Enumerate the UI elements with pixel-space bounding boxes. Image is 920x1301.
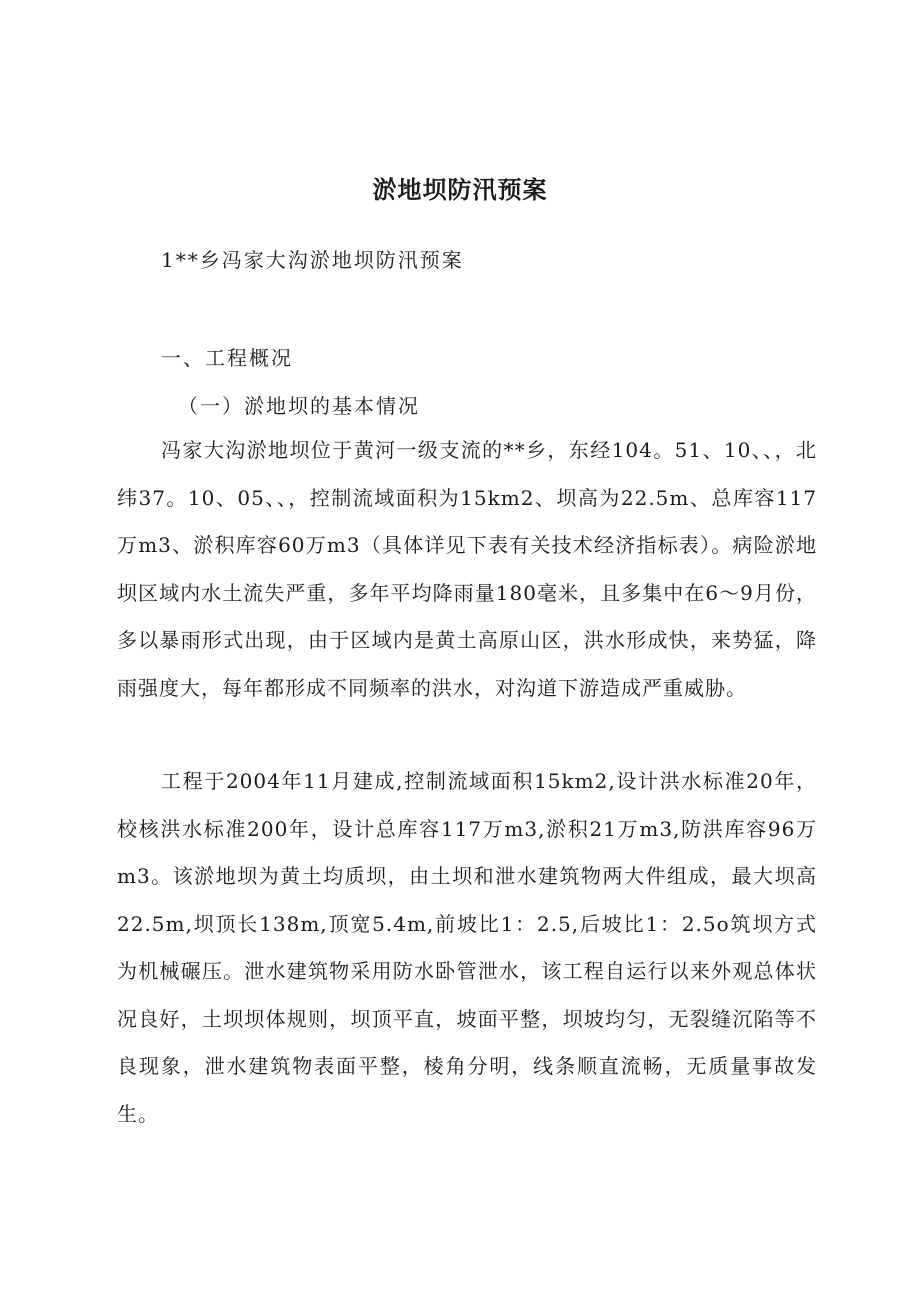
document-title: 淤地坝防汛预案: [372, 176, 548, 204]
subsection-heading: （一）淤地坝的基本情况: [178, 394, 420, 418]
section-heading: 一、工程概况: [161, 346, 293, 370]
document-subtitle: 1**乡冯家大沟淤地坝防汛预案: [161, 248, 464, 272]
body-paragraph: 工程于2004年11月建成,控制流域面积15km2,设计洪水标准20年，校核洪水标准200年，设计总库容117万m3,淤积21万m3,防洪库容96万m3。该淤地坝为黄土均质坝，由土坝和泄水建筑物两大件组成，最大坝高22.5m,坝顶长138m,顶宽5.4m,前坡比1：2.5,后坡比1：2.5o筑坝方式为机械碾压。泄水建筑物采用防水卧管泄水，该工程自运行以来外观总体状况良好，土坝坝体规则，坝顶平直，坡面平整，坝坡均匀，无裂缝沉陷等不良现象，泄水建筑物表面平整，棱角分明，线条顺直流畅，无质量事故发生。: [117, 769, 817, 1126]
body-paragraph: 冯家大沟淤地坝位于黄河一级支流的**乡，东经104。51、10、、，北纬37。10、05、、，控制流域面积为15km2、坝高为22.5m、总库容117万m3、淤积库容60万m3（具体详见下表有关技术经济指标表）。病险淤地坝区域内水土流失严重，多年平均降雨量180毫米，且多集中在6～9月份，多以暴雨形式出现，由于区域内是黄土高原山区，洪水形成快，来势猛，降雨强度大，每年都形成不同频率的洪水，对沟道下游造成严重威胁。: [117, 438, 817, 700]
